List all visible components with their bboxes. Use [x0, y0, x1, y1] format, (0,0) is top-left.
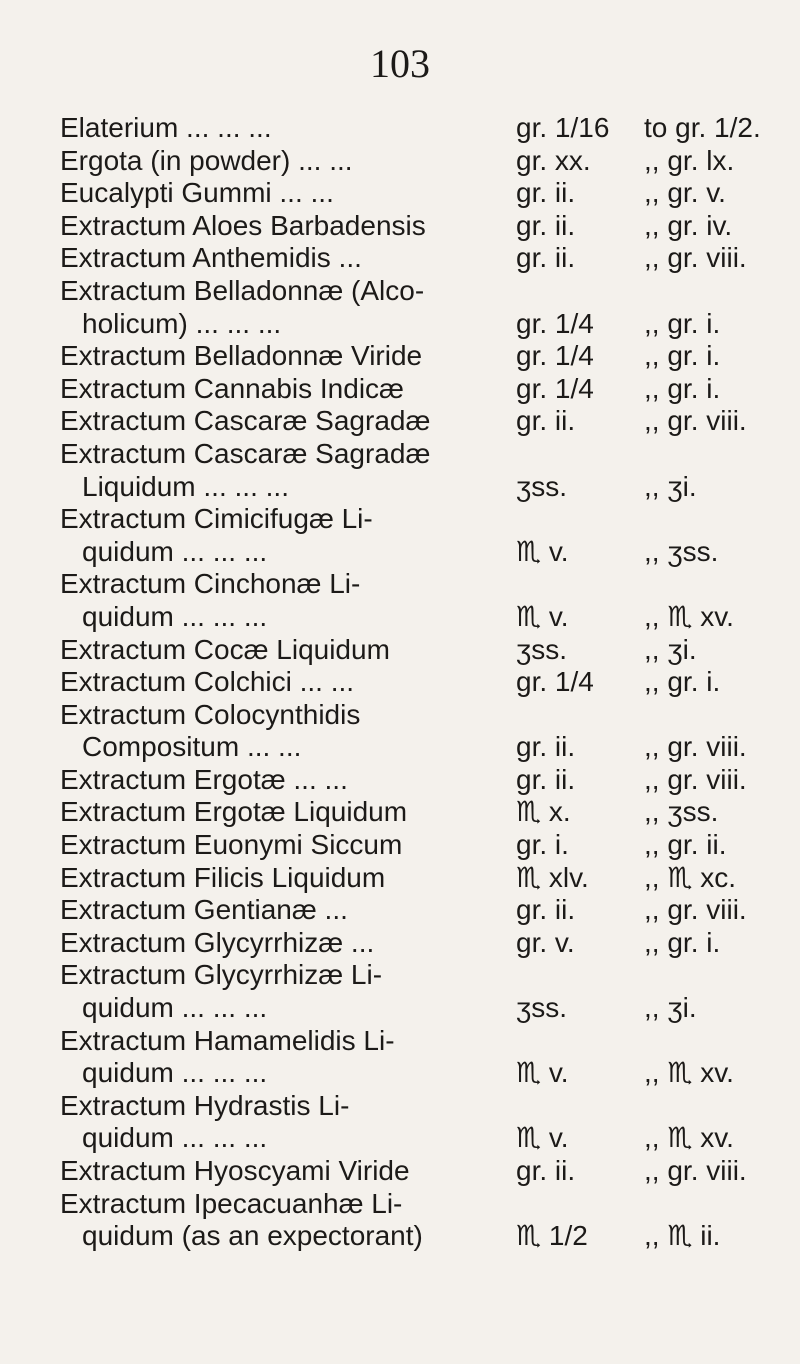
- dose-min: ʒss.: [516, 992, 568, 1024]
- dose-max: ,, gr. viii.: [644, 731, 747, 763]
- dose-min: gr. 1/4: [516, 340, 594, 372]
- table-row: [60, 601, 780, 634]
- drug-name: Ergota (in powder) ... ...: [60, 144, 353, 176]
- table-row: [60, 340, 780, 373]
- drug-name: Extractum Gentianæ ...: [60, 894, 348, 926]
- drug-name: quidum ... ... ...: [82, 1057, 268, 1089]
- table-row: [60, 666, 780, 699]
- table-row: [60, 405, 780, 438]
- drug-name: Extractum Cocæ Liquidum: [60, 633, 390, 665]
- drug-name: Elaterium ... ... ...: [60, 112, 272, 143]
- dose-min: gr. xx.: [516, 144, 591, 176]
- table-row: [60, 275, 780, 308]
- table-row: [60, 699, 780, 732]
- dose-min: ♏ xlv.: [516, 861, 589, 893]
- drug-name: Extractum Ergotæ ... ...: [60, 763, 348, 795]
- table-row: [60, 959, 780, 992]
- dose-min: ʒss.: [516, 633, 568, 665]
- page-number: 103: [370, 41, 430, 86]
- dose-min: gr. ii.: [516, 731, 576, 763]
- dose-min: ʒss.: [516, 470, 568, 502]
- table-row: [60, 112, 780, 145]
- drug-name: Extractum Aloes Barbadensis: [60, 209, 426, 241]
- table-row: [60, 829, 780, 862]
- drug-name: Extractum Cinchonæ Li-: [60, 568, 361, 600]
- dose-max: ,, gr. iv.: [644, 209, 733, 241]
- drug-name: holicum) ... ... ...: [82, 307, 282, 339]
- drug-name: quidum (as an expectorant): [82, 1220, 423, 1252]
- dose-max: ,, gr. viii.: [644, 763, 747, 795]
- dose-max: to gr. 1/2.: [644, 112, 761, 143]
- table-row: [60, 536, 780, 569]
- drug-name: Extractum Belladonnæ Viride: [60, 340, 423, 372]
- dose-min: gr. ii.: [516, 894, 576, 926]
- table-row: [60, 471, 780, 504]
- table-row: [60, 438, 780, 471]
- dose-max: ,, gr. i.: [644, 307, 721, 339]
- dose-max: ,, ♏ ii.: [644, 1220, 721, 1252]
- drug-name: Extractum Hyoscyami Viride: [60, 1155, 410, 1186]
- table-row: [60, 1057, 780, 1090]
- table-row: [60, 796, 780, 829]
- drug-name: Extractum Anthemidis ...: [60, 242, 362, 274]
- dose-max: ,, gr. lx.: [644, 144, 735, 176]
- dose-min: gr. ii.: [516, 763, 576, 795]
- dose-min: gr. v.: [516, 926, 575, 958]
- dose-min: ♏ 1/2: [516, 1220, 588, 1252]
- drug-name: Extractum Colchici ... ...: [60, 666, 355, 698]
- table-row: [60, 503, 780, 536]
- dose-min: gr. 1/4: [516, 666, 594, 698]
- dose-min: gr. ii.: [516, 1155, 576, 1186]
- drug-name: Extractum Hydrastis Li-: [60, 1089, 350, 1121]
- dose-min: ♏ v.: [516, 600, 569, 632]
- dose-max: ,, gr. viii.: [644, 1155, 747, 1186]
- drug-name: Extractum Belladonnæ (Alco-: [60, 274, 425, 306]
- table-row: [60, 927, 780, 960]
- dose-max: ,, gr. i.: [644, 926, 721, 958]
- drug-name: Extractum Filicis Liquidum: [60, 861, 386, 893]
- dose-min: gr. 1/4: [516, 372, 594, 404]
- dose-max: ,, gr. i.: [644, 340, 721, 372]
- table-row: [60, 894, 780, 927]
- table-row: [60, 1090, 780, 1123]
- dose-min: gr. ii.: [516, 242, 576, 274]
- dose-max: ,, gr. viii.: [644, 894, 747, 926]
- table-row: [60, 634, 780, 667]
- table-row: [60, 373, 780, 406]
- table-row: [60, 242, 780, 275]
- dose-max: ,, gr. viii.: [644, 242, 747, 274]
- drug-name: quidum ... ... ...: [82, 992, 268, 1024]
- dose-min: ♏ v.: [516, 1057, 569, 1089]
- drug-name: quidum ... ... ...: [82, 1122, 268, 1154]
- drug-name: Extractum Cascaræ Sagradæ: [60, 405, 431, 437]
- dose-min: gr. ii.: [516, 405, 576, 437]
- dose-max: ,, ʒi.: [644, 992, 697, 1024]
- dose-min: gr. ii.: [516, 209, 576, 241]
- dose-min: gr. 1/16: [516, 112, 610, 143]
- table-row: [60, 731, 780, 764]
- drug-name: Compositum ... ...: [82, 731, 302, 763]
- table-row: [60, 308, 780, 341]
- dose-max: ,, ʒss.: [644, 535, 719, 567]
- dose-min: gr. i.: [516, 829, 569, 861]
- dose-max: ,, gr. i.: [644, 372, 721, 404]
- table-row: [60, 862, 780, 895]
- drug-name: Extractum Colocynthidis: [60, 698, 361, 730]
- drug-name: Extractum Cascaræ Sagradæ: [60, 437, 431, 469]
- table-row: [60, 1220, 780, 1253]
- drug-name: Liquidum ... ... ...: [82, 470, 289, 502]
- drug-name: quidum ... ... ...: [82, 535, 268, 567]
- dose-max: ,, gr. v.: [644, 177, 726, 209]
- dose-min: gr. 1/4: [516, 307, 594, 339]
- drug-name: Extractum Cannabis Indicæ: [60, 372, 404, 404]
- dose-max: ,, ♏ xv.: [644, 1057, 734, 1089]
- table-row: [60, 1122, 780, 1155]
- drug-name: Extractum Glycyrrhizæ ...: [60, 926, 375, 958]
- table-row: [60, 1188, 780, 1221]
- table-row: [60, 210, 780, 243]
- drug-name: Eucalypti Gummi ... ...: [60, 177, 334, 209]
- drug-name: Extractum Ergotæ Liquidum: [60, 796, 408, 828]
- table-row: [60, 764, 780, 797]
- dose-max: ,, gr. ii.: [644, 829, 727, 861]
- dosage-table: [60, 112, 780, 1253]
- table-row: [60, 568, 780, 601]
- dose-min: gr. ii.: [516, 177, 576, 209]
- table-row: [60, 992, 780, 1025]
- dose-max: ,, gr. viii.: [644, 405, 747, 437]
- dose-min: ♏ x.: [516, 796, 571, 828]
- drug-name: quidum ... ... ...: [82, 600, 268, 632]
- dose-max: ,, ♏ xc.: [644, 861, 736, 893]
- drug-name: Extractum Glycyrrhizæ Li-: [60, 959, 383, 991]
- dose-max: ,, ♏ xv.: [644, 1122, 734, 1154]
- drug-name: Extractum Ipecacuanhæ Li-: [60, 1187, 403, 1219]
- table-row: [60, 1155, 780, 1188]
- dose-max: ,, ♏ xv.: [644, 600, 734, 632]
- dose-min: ♏ v.: [516, 1122, 569, 1154]
- table-row: [60, 1025, 780, 1058]
- dose-max: ,, gr. i.: [644, 666, 721, 698]
- dose-max: ,, ʒss.: [644, 796, 719, 828]
- dose-max: ,, ʒi.: [644, 470, 697, 502]
- dose-min: ♏ v.: [516, 535, 569, 567]
- table-row: [60, 145, 780, 178]
- drug-name: Extractum Hamamelidis Li-: [60, 1024, 395, 1056]
- dose-max: ,, ʒi.: [644, 633, 697, 665]
- drug-name: Extractum Cimicifugæ Li-: [60, 503, 373, 535]
- table-row: [60, 177, 780, 210]
- drug-name: Extractum Euonymi Siccum: [60, 829, 403, 861]
